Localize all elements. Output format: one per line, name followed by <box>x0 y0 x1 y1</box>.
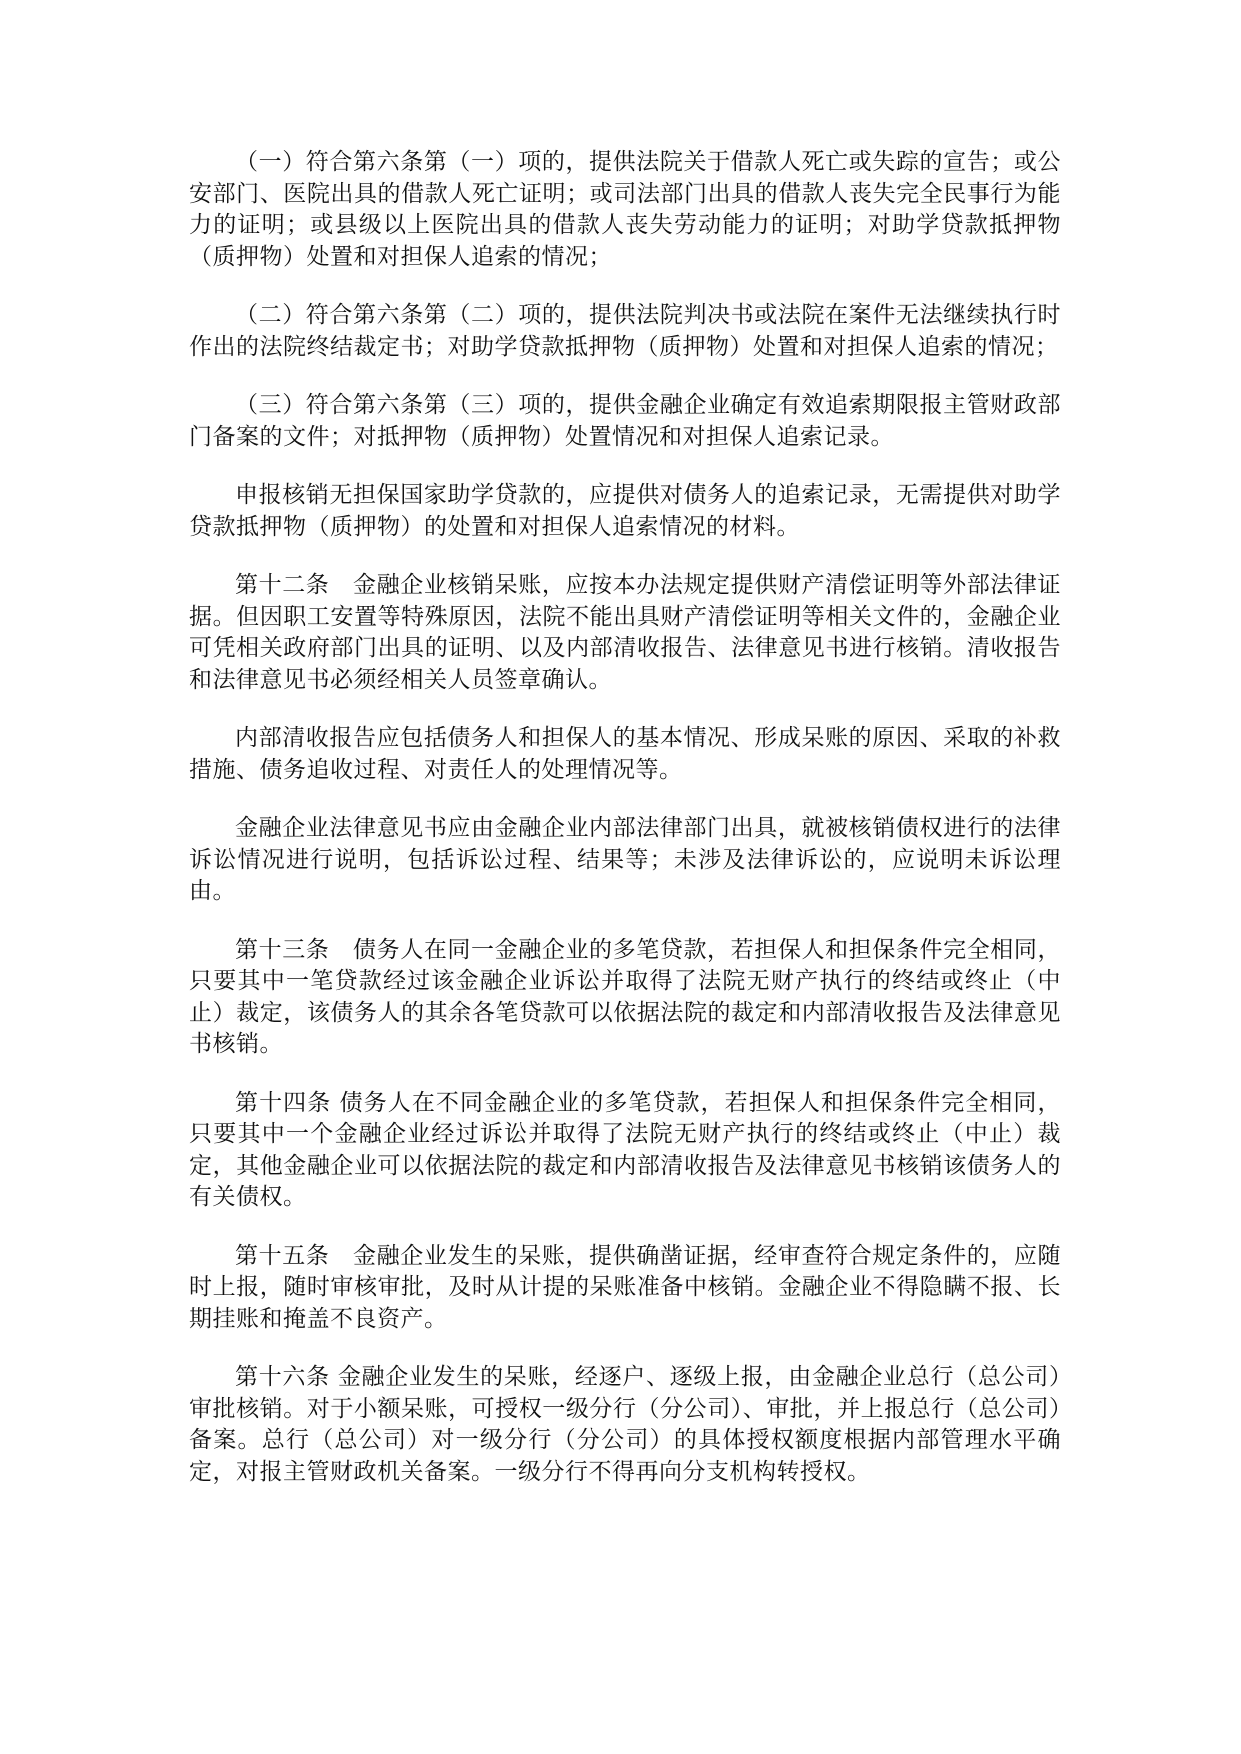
paragraph: （二）符合第六条第（二）项的，提供法院判决书或法院在案件无法继续执行时作出的法院终结裁定书；对助学贷款抵押物（质押物）处置和对担保人追索的情况； <box>189 302 1061 360</box>
paragraph: 第十四条 债务人在不同金融企业的多笔贷款，若担保人和担保条件完全相同，只要其中一个金融企业经过诉讼并取得了法院无财产执行的终结或终止（中止）裁定，其他金融企业可以依据法院的裁定和内部清收报告及法律意见书核销该债务人的有关债权。 <box>189 1089 1061 1210</box>
paragraph: 第十五条 金融企业发生的呆账，提供确凿证据，经审查符合规定条件的，应随时上报，随时审核审批，及时从计提的呆账准备中核销。金融企业不得隐瞒不报、长期挂账和掩盖不良资产。 <box>189 1242 1061 1332</box>
paragraph: 金融企业法律意见书应由金融企业内部法律部门出具，就被核销债权进行的法律诉讼情况进行说明，包括诉讼过程、结果等；未涉及法律诉讼的，应说明未诉讼理由。 <box>189 815 1061 904</box>
paragraph: （三）符合第六条第（三）项的，提供金融企业确定有效追索期限报主管财政部门备案的文件；对抵押物（质押物）处置情况和对担保人追索记录。 <box>189 392 1061 450</box>
document-body <box>189 147 1061 1515</box>
paragraph: 第十六条 金融企业发生的呆账，经逐户、逐级上报，由金融企业总行（总公司）审批核销。对于小额呆账，可授权一级分行（分公司）、审批，并上报总行（总公司）备案。总行（总公司）对一级分行（分公司）的具体授权额度根据内部管理水平确定，对报主管财政机关备案。一级分行不得再向分支机构转授权。 <box>189 1364 1061 1485</box>
paragraph: 内部清收报告应包括债务人和担保人的基本情况、形成呆账的原因、采取的补救措施、债务追收过程、对责任人的处理情况等。 <box>189 725 1061 783</box>
paragraph: 第十二条 金融企业核销呆账，应按本办法规定提供财产清偿证明等外部法律证据。但因职工安置等特殊原因，法院不能出具财产清偿证明等相关文件的，金融企业可凭相关政府部门出具的证明、以及内部清收报告、法律意见书进行核销。清收报告和法律意见书必须经相关人员签章确认。 <box>189 572 1061 693</box>
paragraph: （一）符合第六条第（一）项的，提供法院关于借款人死亡或失踪的宣告；或公安部门、医院出具的借款人死亡证明；或司法部门出具的借款人丧失完全民事行为能力的证明；或县级以上医院出具的借款人丧失劳动能力的证明；对助学贷款抵押物（质押物）处置和对担保人追索的情况； <box>189 149 1061 270</box>
paragraph: 申报核销无担保国家助学贷款的，应提供对债务人的追索记录，无需提供对助学贷款抵押物（质押物）的处置和对担保人追索情况的材料。 <box>189 482 1061 540</box>
paragraph: 第十三条 债务人在同一金融企业的多笔贷款，若担保人和担保条件完全相同，只要其中一笔贷款经过该金融企业诉讼并取得了法院无财产执行的终结或终止（中止）裁定，该债务人的其余各笔贷款可以依据法院的裁定和内部清收报告及法律意见书核销。 <box>189 936 1061 1057</box>
